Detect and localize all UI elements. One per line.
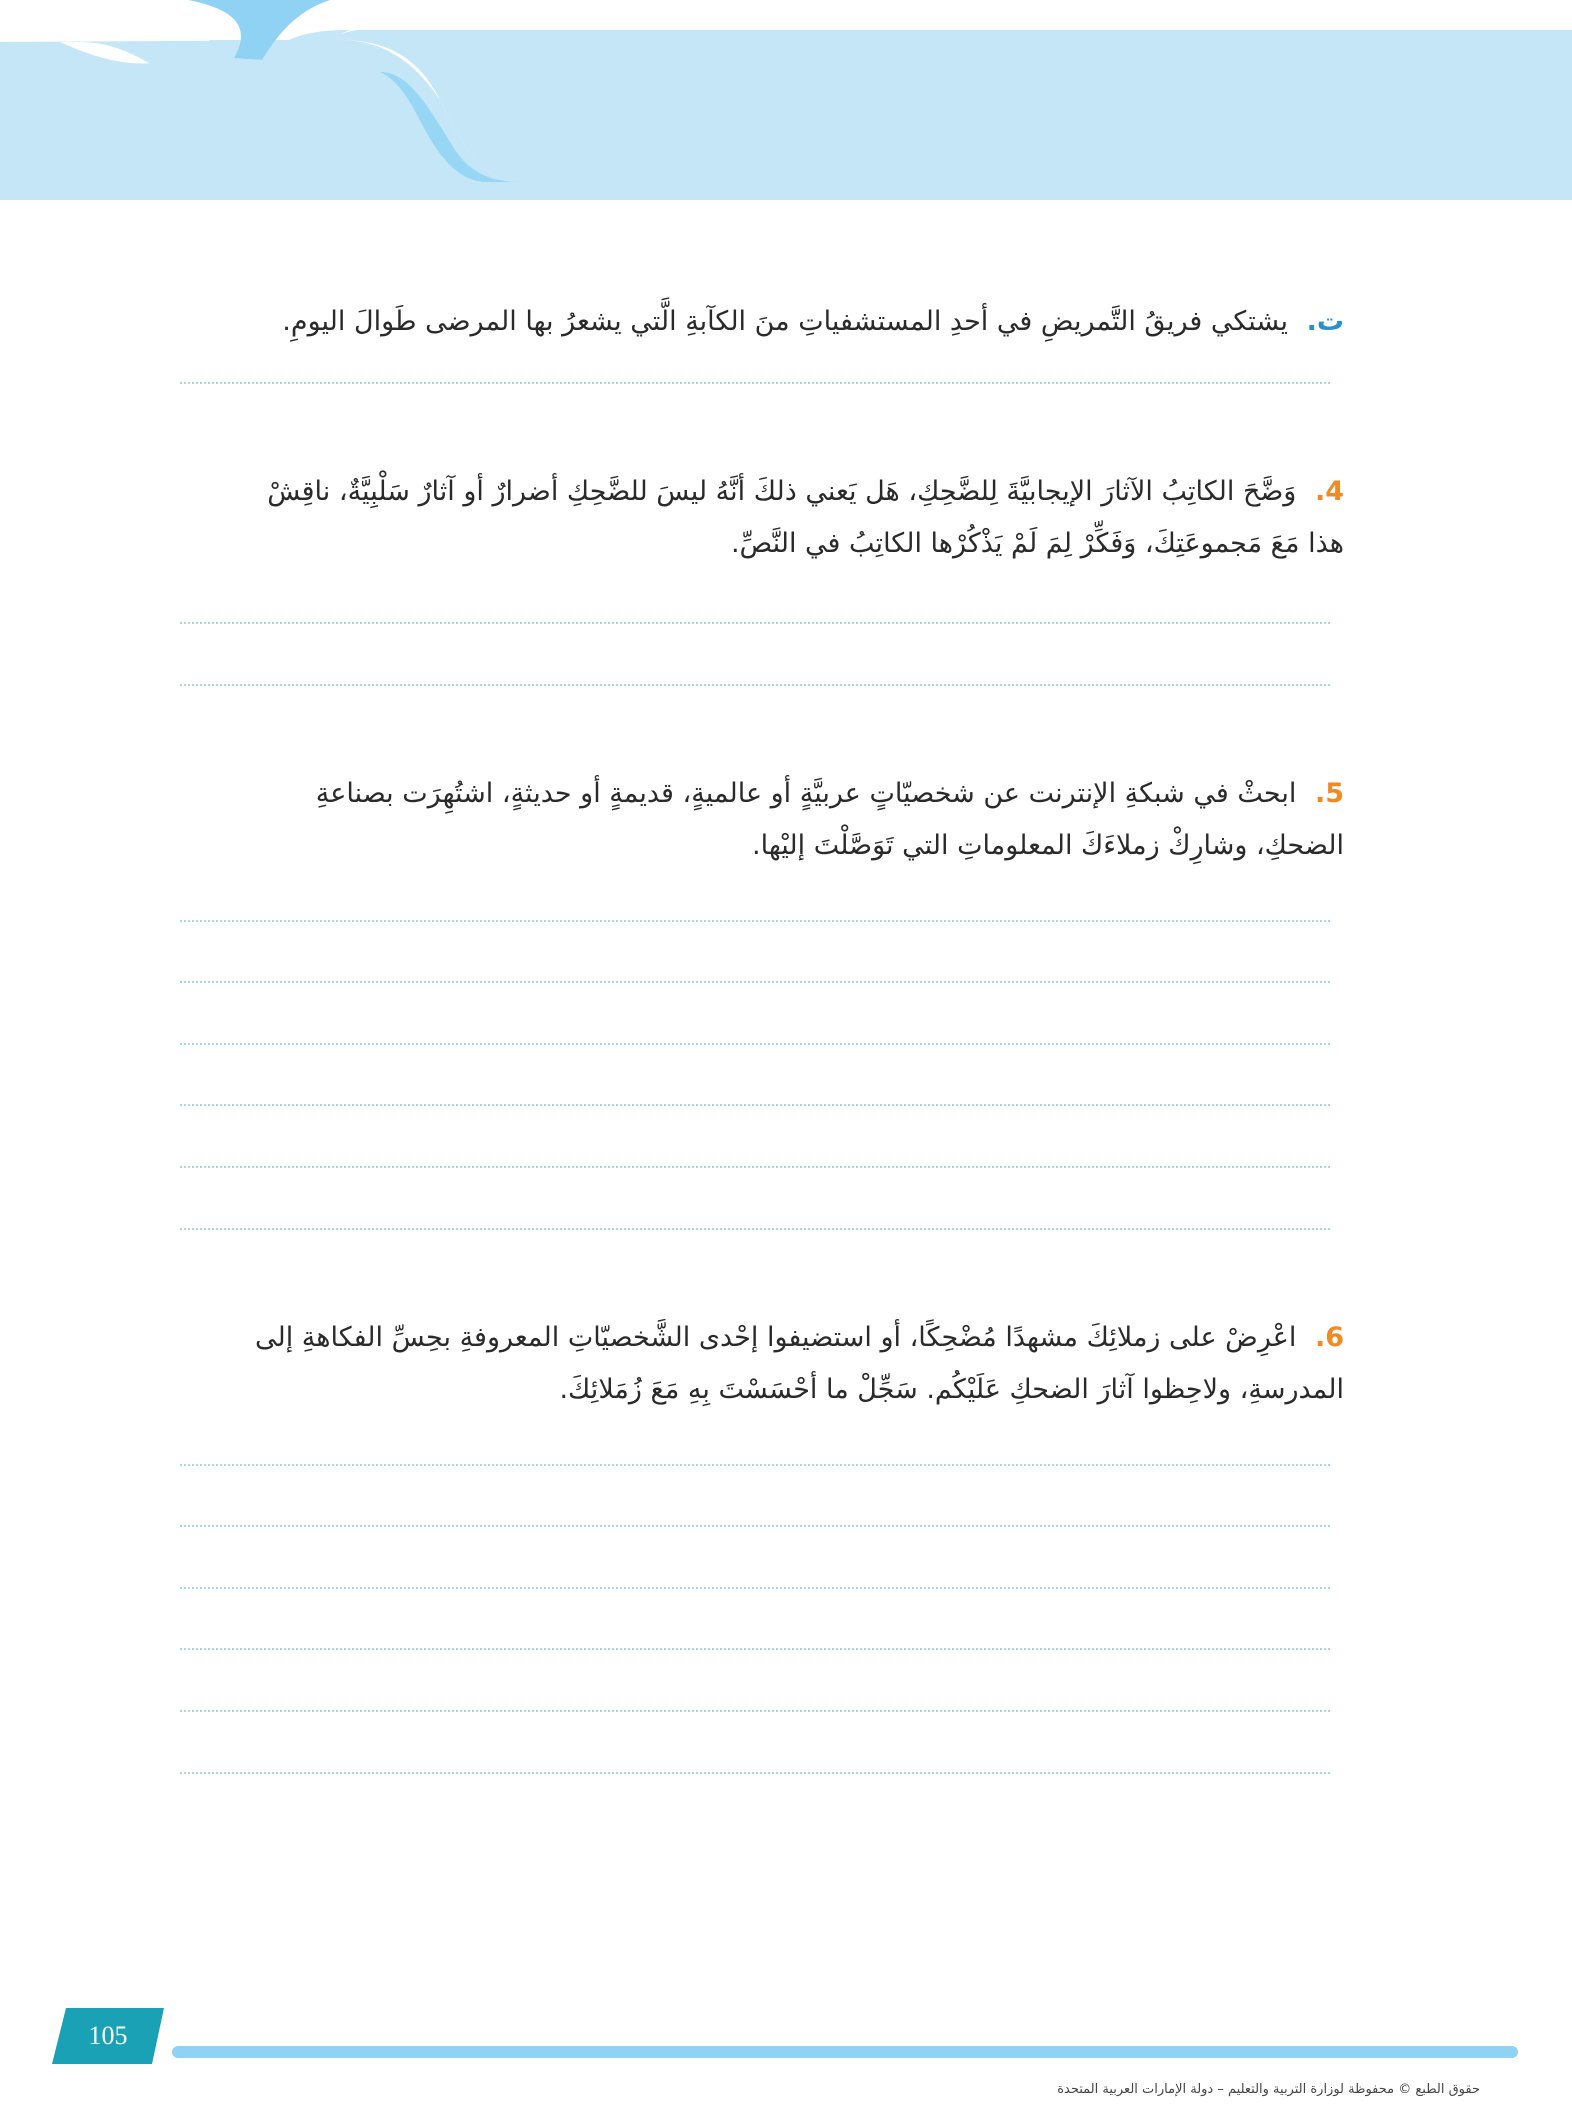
question-6: [232, 1312, 1344, 1416]
answer-line[interactable]: [180, 1648, 1330, 1650]
copyright-note: حقوق الطبع © محفوظة لوزارة التربية والتعليم – دولة الإمارات العربية المتحدة: [1057, 2082, 1480, 2097]
answer-line[interactable]: [180, 622, 1330, 624]
question-letter: ت.: [1306, 306, 1344, 337]
answer-line[interactable]: [180, 1525, 1330, 1527]
answer-line[interactable]: [180, 382, 1330, 384]
question-text: ابحثْ في شبكةِ الإنترنت عن شخصيّاتٍ عربيَّةٍ أو عالميةٍ، قديمةٍ أو حديثةٍ، اشتُهِرَت بصناعةِ الضحكِ، وشارِكْ زملاءَكَ المعلوماتِ التي تَوَصَّلْتَ إليْها.: [315, 778, 1344, 861]
answer-line[interactable]: [180, 981, 1330, 983]
answer-line[interactable]: [180, 1228, 1330, 1230]
question-number: 5.: [1314, 778, 1344, 809]
answer-line[interactable]: [180, 1166, 1330, 1168]
question-5: [232, 768, 1344, 872]
question-text: اعْرِضْ على زملائِكَ مشهدًا مُضْحِكًا، أو استضيفوا إحْدى الشَّخصيّاتِ المعروفةِ بحِسِّ الفكاهةِ إلى المدرسةِ، ولاحِظوا آثارَ الضحكِ عَلَيْكُم. سَجِّلْ ما أحْسَسْتَ بِهِ مَعَ زُمَلائِكَ.: [254, 1322, 1344, 1405]
answer-line[interactable]: [180, 920, 1330, 922]
question-t: [232, 296, 1344, 348]
question-number: 6.: [1314, 1322, 1344, 1353]
answer-line[interactable]: [180, 684, 1330, 686]
question-text: يشتكي فريقُ التَّمريضِ في أحدِ المستشفياتِ منَ الكآبةِ الَّتي يشعرُ بها المرضى طَوالَ اليومِ.: [282, 306, 1289, 337]
answer-line[interactable]: [180, 1104, 1330, 1106]
question-4: [232, 466, 1344, 570]
footer-bar: [172, 2046, 1518, 2058]
page-number: 105: [88, 2021, 128, 2050]
answer-line[interactable]: [180, 1464, 1330, 1466]
header-decoration: [0, 0, 1572, 200]
answer-line[interactable]: [180, 1772, 1330, 1774]
answer-line[interactable]: [180, 1587, 1330, 1589]
question-number: 4.: [1314, 476, 1344, 507]
question-text: وَضَّحَ الكاتِبُ الآثارَ الإيجابيَّةَ لِلضَّحِكِ، هَل يَعني ذلكَ أنَّهُ ليسَ للضَّحِكِ أضرارٌ أو آثارٌ سَلْبِيَّةٌ، ناقِشْ هذا مَعَ مَجموعَتِكَ، وَفَكِّرْ لِمَ لَمْ يَذْكُرْها الكاتِبُ في النَّصِّ.: [267, 476, 1344, 559]
answer-line[interactable]: [180, 1710, 1330, 1712]
answer-line[interactable]: [180, 1043, 1330, 1045]
